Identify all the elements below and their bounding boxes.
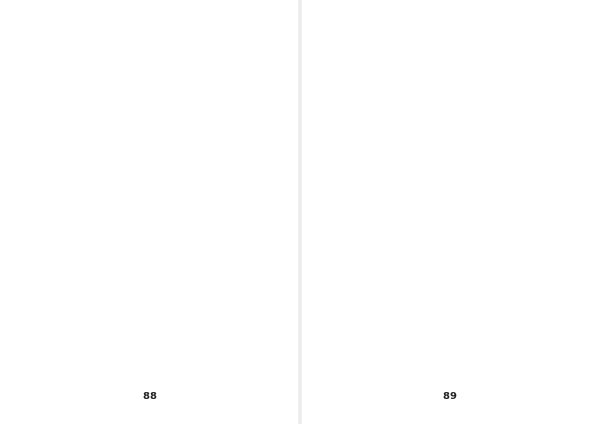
right-page-number: 89 <box>443 391 457 402</box>
right-page <box>300 0 600 424</box>
left-page-number: 88 <box>143 391 157 402</box>
left-page-body <box>24 14 276 384</box>
right-page-body <box>326 14 578 384</box>
